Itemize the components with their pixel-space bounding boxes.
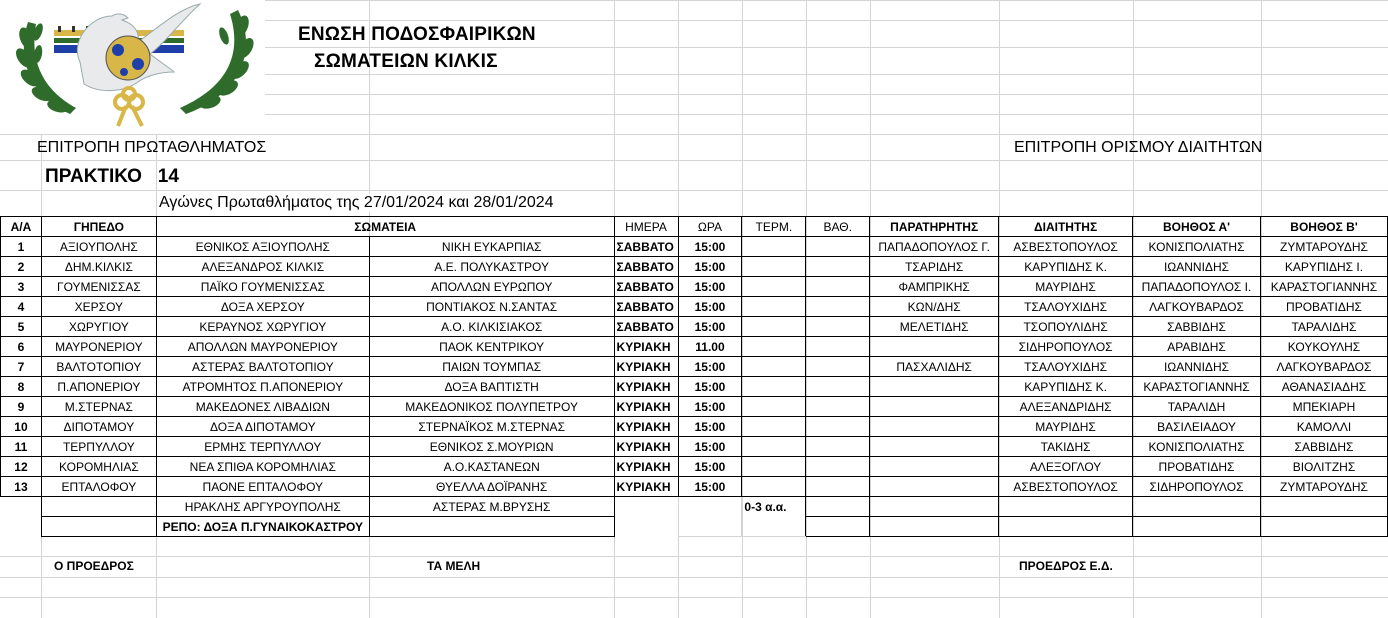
match-number-cell: 13 xyxy=(1,477,42,497)
stadium-cell: ΧΕΡΣΟΥ xyxy=(41,297,156,317)
match-time-cell: 15:00 xyxy=(678,477,742,497)
match-grade-cell xyxy=(806,277,870,297)
assistant-b-cell: ΒΙΟΛΙΤΖΗΣ xyxy=(1260,457,1387,477)
away-team-cell: Α.Ο. ΚΙΛΚΙΣΙΑΚΟΣ xyxy=(369,317,614,337)
match-score-cell xyxy=(742,397,806,417)
org-name-line2: ΣΩΜΑΤΕΙΩΝ ΚΙΛΚΙΣ xyxy=(314,51,498,72)
away-team-cell: Α.Ο.ΚΑΣΤΑΝΕΩΝ xyxy=(369,457,614,477)
match-score-cell xyxy=(742,317,806,337)
observer-cell xyxy=(870,497,999,517)
home-team-cell: ΠΑΪΚΟ ΓΟΥΜΕΝΙΣΣΑΣ xyxy=(156,277,369,297)
referee-cell: ΚΑΡΥΠΙΔΗΣ Κ. xyxy=(999,377,1133,397)
championship-committee: ΕΠΙΤΡΟΠΗ ΠΡΩΤΑΘΛΗΜΑΤΟΣ xyxy=(37,139,267,156)
match-day-cell: ΣΑΒΒΑΤΟ xyxy=(614,277,678,297)
stadium-cell: ΧΩΡΥΓΙΟΥ xyxy=(41,317,156,337)
home-team-cell: ΗΡΑΚΛΗΣ ΑΡΓΥΡΟΥΠΟΛΗΣ xyxy=(156,497,369,517)
match-day-cell xyxy=(614,517,678,537)
match-grade-cell xyxy=(806,257,870,277)
match-time-cell xyxy=(678,497,742,517)
observer-cell xyxy=(870,377,999,397)
col-header-referee: ΔΙΑΙΤΗΤΗΣ xyxy=(999,217,1133,237)
match-day-cell: ΚΥΡΙΑΚΗ xyxy=(614,357,678,377)
col-header-assistant-a: ΒΟΗΘΟΣ Α' xyxy=(1133,217,1261,237)
referee-cell: ΜΑΥΡΙΔΗΣ xyxy=(999,417,1133,437)
assistant-b-cell: ΚΑΡΥΠΙΔΗΣ Ι. xyxy=(1260,257,1387,277)
away-team-cell: ΘΥΕΛΛΑ ΔΟΪΡΑΝΗΣ xyxy=(369,477,614,497)
match-day-cell: ΚΥΡΙΑΚΗ xyxy=(614,337,678,357)
assistant-b-cell: ΠΡΟΒΑΤΙΔΗΣ xyxy=(1260,297,1387,317)
match-time-cell: 15:00 xyxy=(678,277,742,297)
empty-cell xyxy=(1,517,42,537)
match-day-cell: ΣΑΒΒΑΤΟ xyxy=(614,237,678,257)
match-number-cell: 9 xyxy=(1,397,42,417)
observer-cell xyxy=(870,517,999,537)
referee-committee: ΕΠΙΤΡΟΠΗ ΟΡΙΣΜΟΥ ΔΙΑΙΤΗΤΩΝ xyxy=(1014,139,1263,156)
match-grade-cell xyxy=(806,337,870,357)
match-number-cell: 7 xyxy=(1,357,42,377)
minutes-number: 14 xyxy=(157,166,179,187)
assistant-b-cell: ΛΑΓΚΟΥΒΑΡΔΟΣ xyxy=(1260,357,1387,377)
home-team-cell: ΑΠΟΛΛΩΝ ΜΑΥΡΟΝΕΡΙΟΥ xyxy=(156,337,369,357)
assistant-a-cell: ΑΡΑΒΙΔΗΣ xyxy=(1133,337,1261,357)
referee-cell: ΚΑΡΥΠΙΔΗΣ Κ. xyxy=(999,257,1133,277)
referee-cell: ΤΑΚΙΔΗΣ xyxy=(999,437,1133,457)
home-team-cell: ΔΟΞΑ ΧΕΡΣΟΥ xyxy=(156,297,369,317)
match-day-cell: ΚΥΡΙΑΚΗ xyxy=(614,397,678,417)
col-header-aa: Α/Α xyxy=(1,217,42,237)
assistant-a-cell: ΙΩΑΝΝΙΔΗΣ xyxy=(1133,257,1261,277)
match-number-cell: 11 xyxy=(1,437,42,457)
match-grade-cell xyxy=(806,517,870,537)
referee-cell xyxy=(999,497,1133,517)
table-row xyxy=(1,317,1388,337)
table-row xyxy=(1,477,1388,497)
match-score-cell xyxy=(742,257,806,277)
table-row xyxy=(1,337,1388,357)
match-number-cell: 2 xyxy=(1,257,42,277)
stadium-cell: Π.ΑΠΟΝΕΡΙΟΥ xyxy=(41,377,156,397)
match-grade-cell xyxy=(806,497,870,517)
table-header-row xyxy=(1,217,1388,237)
match-grade-cell xyxy=(806,397,870,417)
table-row xyxy=(1,277,1388,297)
observer-cell xyxy=(870,437,999,457)
assistant-a-cell: ΚΟΝΙΣΠΟΛΙΑΤΗΣ xyxy=(1133,437,1261,457)
stadium-cell xyxy=(41,517,156,537)
observer-cell xyxy=(870,397,999,417)
table-row xyxy=(1,437,1388,457)
away-team-cell: ΠΑΙΩΝ ΤΟΥΜΠΑΣ xyxy=(369,357,614,377)
match-number-cell: 1 xyxy=(1,237,42,257)
match-day-cell: ΣΑΒΒΑΤΟ xyxy=(614,297,678,317)
match-grade-cell xyxy=(806,317,870,337)
match-time-cell: 15:00 xyxy=(678,377,742,397)
match-day-cell: ΚΥΡΙΑΚΗ xyxy=(614,457,678,477)
match-grade-cell xyxy=(806,417,870,437)
assistant-a-cell: ΤΑΡΑΛΙΔΗ xyxy=(1133,397,1261,417)
observer-cell: ΠΑΠΑΔΟΠΟΥΛΟΣ Γ. xyxy=(870,237,999,257)
minutes-title xyxy=(45,166,179,188)
observer-cell: ΠΑΣΧΑΛΙΔΗΣ xyxy=(870,357,999,377)
assistant-a-cell xyxy=(1133,497,1261,517)
assistant-a-cell: ΣΙΔΗΡΟΠΟΥΛΟΣ xyxy=(1133,477,1261,497)
referee-cell: ΑΛΕΞΑΝΔΡΙΔΗΣ xyxy=(999,397,1133,417)
away-team-cell: ΝΙΚΗ ΕΥΚΑΡΠΙΑΣ xyxy=(369,237,614,257)
matches-date-subtitle: Αγώνες Πρωταθλήματος της 27/01/2024 και 28/01/2024 xyxy=(159,194,554,211)
match-grade-cell xyxy=(806,437,870,457)
match-time-cell xyxy=(678,517,742,537)
referee-cell: ΑΣΒΕΣΤΟΠΟΥΛΟΣ xyxy=(999,477,1133,497)
match-score-cell: 0-3 α.α. xyxy=(742,497,806,517)
table-row xyxy=(1,357,1388,377)
col-header-stadium: ΓΗΠΕΔΟ xyxy=(41,217,156,237)
union-emblem-icon xyxy=(10,2,260,130)
match-score-cell xyxy=(742,417,806,437)
observer-cell xyxy=(870,477,999,497)
match-grade-cell xyxy=(806,457,870,477)
match-score-cell xyxy=(742,477,806,497)
home-team-cell: ΕΡΜΗΣ ΤΕΡΠΥΛΛΟΥ xyxy=(156,437,369,457)
match-time-cell: 11.00 xyxy=(678,337,742,357)
assistant-b-cell: ΤΑΡΑΛΙΔΗΣ xyxy=(1260,317,1387,337)
col-header-assistant-b: ΒΟΗΘΟΣ Β' xyxy=(1260,217,1387,237)
table-row xyxy=(1,237,1388,257)
match-grade-cell xyxy=(806,377,870,397)
match-score-cell xyxy=(742,277,806,297)
observer-cell: ΜΕΛΕΤΙΔΗΣ xyxy=(870,317,999,337)
match-score-cell xyxy=(742,357,806,377)
away-team-cell: ΑΣΤΕΡΑΣ Μ.ΒΡΥΣΗΣ xyxy=(369,497,614,517)
match-grade-cell xyxy=(806,297,870,317)
home-team-cell: ΠΑΟΝΕ ΕΠΤΑΛΟΦΟΥ xyxy=(156,477,369,497)
empty-cell xyxy=(1,497,42,517)
away-team-cell xyxy=(369,517,614,537)
away-team-cell: ΑΠΟΛΛΩΝ ΕΥΡΩΠΟΥ xyxy=(369,277,614,297)
match-grade-cell xyxy=(806,477,870,497)
match-number-cell: 6 xyxy=(1,337,42,357)
match-time-cell: 15:00 xyxy=(678,297,742,317)
assistant-b-cell xyxy=(1260,517,1387,537)
away-team-cell: Α.Ε. ΠΟΛΥΚΑΣΤΡΟΥ xyxy=(369,257,614,277)
assistant-a-cell: ΛΑΓΚΟΥΒΑΡΔΟΣ xyxy=(1133,297,1261,317)
assistant-b-cell: ΚΟΥΚΟΥΛΗΣ xyxy=(1260,337,1387,357)
observer-cell: ΦΑΜΠΡΙΚΗΣ xyxy=(870,277,999,297)
president-label: Ο ΠΡΟΕΔΡΟΣ xyxy=(54,559,134,573)
repo-cell: ΡΕΠΟ: ΔΟΞΑ Π.ΓΥΝΑΙΚΟΚΑΣΤΡΟΥ xyxy=(156,517,369,537)
assistant-b-cell: ΚΑΜΟΛΛΙ xyxy=(1260,417,1387,437)
table-row-extra-match xyxy=(1,497,1388,517)
table-row-repo xyxy=(1,517,1388,537)
observer-cell xyxy=(870,457,999,477)
assistant-b-cell: ΚΑΡΑΣΤΟΓΙΑΝΝΗΣ xyxy=(1260,277,1387,297)
match-day-cell: ΣΑΒΒΑΤΟ xyxy=(614,257,678,277)
match-number-cell: 3 xyxy=(1,277,42,297)
referee-cell: ΤΣΑΛΟΥΧΙΔΗΣ xyxy=(999,357,1133,377)
referee-cell xyxy=(999,517,1133,537)
match-score-cell xyxy=(742,377,806,397)
match-day-cell xyxy=(614,497,678,517)
assistant-b-cell: ΖΥΜΤΑΡΟΥΔΗΣ xyxy=(1260,477,1387,497)
match-time-cell: 15:00 xyxy=(678,457,742,477)
home-team-cell: ΚΕΡΑΥΝΟΣ ΧΩΡΥΓΙΟΥ xyxy=(156,317,369,337)
col-header-day: ΗΜΕΡΑ xyxy=(614,217,678,237)
table-row xyxy=(1,257,1388,277)
assistant-b-cell: ΑΘΑΝΑΣΙΑΔΗΣ xyxy=(1260,377,1387,397)
assistant-a-cell: ΠΡΟΒΑΤΙΔΗΣ xyxy=(1133,457,1261,477)
match-day-cell: ΣΑΒΒΑΤΟ xyxy=(614,317,678,337)
match-number-cell: 8 xyxy=(1,377,42,397)
match-grade-cell xyxy=(806,357,870,377)
assistant-a-cell: ΚΑΡΑΣΤΟΓΙΑΝΝΗΣ xyxy=(1133,377,1261,397)
stadium-cell: ΕΠΤΑΛΟΦΟΥ xyxy=(41,477,156,497)
assistant-a-cell: ΒΑΣΙΛΕΙΑΔΟΥ xyxy=(1133,417,1261,437)
away-team-cell: ΠΟΝΤΙΑΚΟΣ Ν.ΣΑΝΤΑΣ xyxy=(369,297,614,317)
match-day-cell: ΚΥΡΙΑΚΗ xyxy=(614,437,678,457)
assistant-a-cell: ΣΑΒΒΙΔΗΣ xyxy=(1133,317,1261,337)
home-team-cell: ΔΟΞΑ ΔΙΠΟΤΑΜΟΥ xyxy=(156,417,369,437)
assistant-b-cell: ΜΠΕΚΙΑΡΗ xyxy=(1260,397,1387,417)
referee-cell: ΑΣΒΕΣΤΟΠΟΥΛΟΣ xyxy=(999,237,1133,257)
members-label: ΤΑ ΜΕΛΗ xyxy=(427,559,481,573)
match-score-cell xyxy=(742,337,806,357)
match-score-cell xyxy=(742,297,806,317)
match-number-cell: 5 xyxy=(1,317,42,337)
home-team-cell: ΕΘΝΙΚΟΣ ΑΞΙΟΥΠΟΛΗΣ xyxy=(156,237,369,257)
referee-cell: ΣΙΔΗΡΟΠΟΥΛΟΣ xyxy=(999,337,1133,357)
match-time-cell: 15:00 xyxy=(678,397,742,417)
observer-cell: ΤΣΑΡΙΔΗΣ xyxy=(870,257,999,277)
table-row xyxy=(1,457,1388,477)
observer-cell: ΚΩΝ/ΔΗΣ xyxy=(870,297,999,317)
col-header-clubs: ΣΩΜΑΤΕΙΑ xyxy=(156,217,614,237)
referee-cell: ΤΣΟΠΟΥΛΙΔΗΣ xyxy=(999,317,1133,337)
home-team-cell: ΜΑΚΕΔΟΝΕΣ ΛΙΒΑΔΙΩΝ xyxy=(156,397,369,417)
home-team-cell: ΝΕΑ ΣΠΙΘΑ ΚΟΡΟΜΗΛΙΑΣ xyxy=(156,457,369,477)
minutes-label: ΠΡΑΚΤΙΚΟ xyxy=(45,166,142,187)
assistant-b-cell: ΣΑΒΒΙΔΗΣ xyxy=(1260,437,1387,457)
stadium-cell: ΓΟΥΜΕΝΙΣΣΑΣ xyxy=(41,277,156,297)
table-row xyxy=(1,417,1388,437)
assistant-a-cell: ΚΟΝΙΣΠΟΛΙΑΤΗΣ xyxy=(1133,237,1261,257)
observer-cell xyxy=(870,337,999,357)
stadium-cell: ΔΗΜ.ΚΙΛΚΙΣ xyxy=(41,257,156,277)
match-number-cell: 12 xyxy=(1,457,42,477)
stadium-cell: ΤΕΡΠΥΛΛΟΥ xyxy=(41,437,156,457)
referee-cell: ΑΛΕΞΟΓΛΟΥ xyxy=(999,457,1133,477)
col-header-time: ΩΡΑ xyxy=(678,217,742,237)
away-team-cell: ΕΘΝΙΚΟΣ Σ.ΜΟΥΡΙΩΝ xyxy=(369,437,614,457)
stadium-cell: ΑΞΙΟΥΠΟΛΗΣ xyxy=(41,237,156,257)
col-header-score: ΤΕΡΜ. xyxy=(742,217,806,237)
match-time-cell: 15:00 xyxy=(678,317,742,337)
referee-committee-president-label: ΠΡΟΕΔΡΟΣ Ε.Δ. xyxy=(1019,559,1113,573)
away-team-cell: ΣΤΕΡΝΑΪΚΟΣ Μ.ΣΤΕΡΝΑΣ xyxy=(369,417,614,437)
match-time-cell: 15:00 xyxy=(678,237,742,257)
away-team-cell: ΠΑΟΚ ΚΕΝΤΡΙΚΟΥ xyxy=(369,337,614,357)
assistant-a-cell: ΙΩΑΝΝΙΔΗΣ xyxy=(1133,357,1261,377)
table-row xyxy=(1,297,1388,317)
assistant-a-cell: ΠΑΠΑΔΟΠΟΥΛΟΣ Ι. xyxy=(1133,277,1261,297)
assistant-b-cell xyxy=(1260,497,1387,517)
match-time-cell: 15:00 xyxy=(678,417,742,437)
org-name-line1: ΕΝΩΣΗ ΠΟΔΟΣΦΑΙΡΙΚΩΝ xyxy=(298,24,536,45)
col-header-observer: ΠΑΡΑΤΗΡΗΤΗΣ xyxy=(870,217,999,237)
match-time-cell: 15:00 xyxy=(678,257,742,277)
referee-cell: ΜΑΥΡΙΔΗΣ xyxy=(999,277,1133,297)
match-score-cell xyxy=(742,517,806,537)
match-time-cell: 15:00 xyxy=(678,437,742,457)
stadium-cell: Μ.ΣΤΕΡΝΑΣ xyxy=(41,397,156,417)
referee-assignment-table xyxy=(0,216,1388,537)
stadium-cell: ΜΑΥΡΟΝΕΡΙΟΥ xyxy=(41,337,156,357)
match-score-cell xyxy=(742,437,806,457)
away-team-cell: ΜΑΚΕΔΟΝΙΚΟΣ ΠΟΛΥΠΕΤΡΟΥ xyxy=(369,397,614,417)
match-grade-cell xyxy=(806,237,870,257)
table-row xyxy=(1,397,1388,417)
match-number-cell: 4 xyxy=(1,297,42,317)
match-score-cell xyxy=(742,237,806,257)
home-team-cell: ΑΛΕΞΑΝΔΡΟΣ ΚΙΛΚΙΣ xyxy=(156,257,369,277)
match-number-cell: 10 xyxy=(1,417,42,437)
stadium-cell xyxy=(41,497,156,517)
stadium-cell: ΔΙΠΟΤΑΜΟΥ xyxy=(41,417,156,437)
stadium-cell: ΚΟΡΟΜΗΛΙΑΣ xyxy=(41,457,156,477)
col-header-grade: ΒΑΘ. xyxy=(806,217,870,237)
match-score-cell xyxy=(742,457,806,477)
stadium-cell: ΒΑΛΤΟΤΟΠΙΟΥ xyxy=(41,357,156,377)
home-team-cell: ΑΤΡΟΜΗΤΟΣ Π.ΑΠΟΝΕΡΙΟΥ xyxy=(156,377,369,397)
match-day-cell: ΚΥΡΙΑΚΗ xyxy=(614,377,678,397)
assistant-b-cell: ΖΥΜΤΑΡΟΥΔΗΣ xyxy=(1260,237,1387,257)
home-team-cell: ΑΣΤΕΡΑΣ ΒΑΛΤΟΤΟΠΙΟΥ xyxy=(156,357,369,377)
table-row xyxy=(1,377,1388,397)
match-day-cell: ΚΥΡΙΑΚΗ xyxy=(614,477,678,497)
match-day-cell: ΚΥΡΙΑΚΗ xyxy=(614,417,678,437)
referee-cell: ΤΣΑΛΟΥΧΙΔΗΣ xyxy=(999,297,1133,317)
match-time-cell: 15:00 xyxy=(678,357,742,377)
away-team-cell: ΔΟΞΑ ΒΑΠΤΙΣΤΗ xyxy=(369,377,614,397)
assistant-a-cell xyxy=(1133,517,1261,537)
observer-cell xyxy=(870,417,999,437)
